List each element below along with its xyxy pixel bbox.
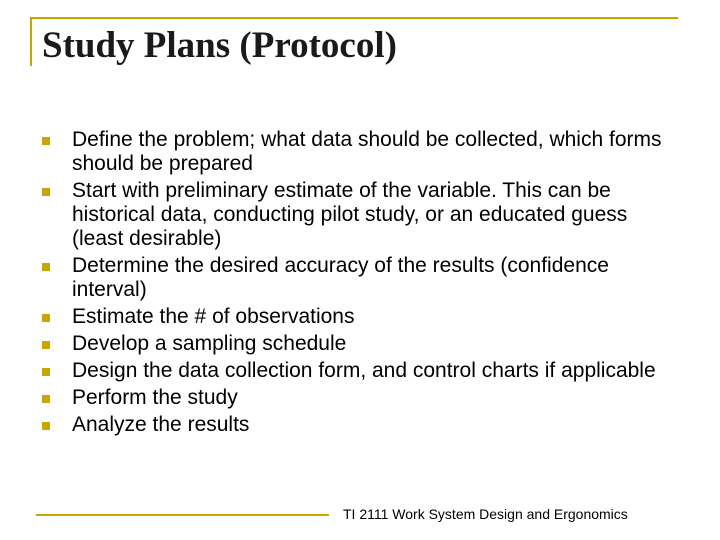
bullet-text: Define the problem; what data should be collected, which forms should be prepared <box>72 128 662 175</box>
bullet-text: Estimate the # of observations <box>72 305 355 328</box>
bullet-text: Start with preliminary estimate of the variable. This can be historical data, conducting pilot study, or an educated guess (least desirable) <box>72 179 628 250</box>
square-bullet-icon <box>42 188 50 196</box>
bullet-item <box>42 359 682 383</box>
bullet-item <box>42 254 682 302</box>
square-bullet-icon <box>42 314 50 322</box>
slide-title: Study Plans (Protocol) <box>42 25 397 66</box>
square-bullet-icon <box>42 137 50 145</box>
bullet-text: Perform the study <box>72 386 238 409</box>
bullet-item <box>42 305 682 329</box>
square-bullet-icon <box>42 341 50 349</box>
title-rule-horizontal <box>30 17 678 19</box>
bullet-item <box>42 179 682 251</box>
bullet-text: Design the data collection form, and control charts if applicable <box>72 359 656 382</box>
bullet-item <box>42 332 682 356</box>
footer-rule <box>36 514 329 516</box>
bullet-list <box>42 128 682 440</box>
title-rule-vertical <box>30 17 32 66</box>
bullet-item <box>42 128 682 176</box>
square-bullet-icon <box>42 368 50 376</box>
bullet-text: Determine the desired accuracy of the results (confidence interval) <box>72 254 609 301</box>
bullet-text: Develop a sampling schedule <box>72 332 347 355</box>
footer-course-title: TI 2111 Work System Design and Ergonomics <box>343 506 628 522</box>
square-bullet-icon <box>42 422 50 430</box>
square-bullet-icon <box>42 263 50 271</box>
bullet-item <box>42 386 682 410</box>
square-bullet-icon <box>42 395 50 403</box>
bullet-item <box>42 413 682 437</box>
bullet-text: Analyze the results <box>72 413 250 436</box>
